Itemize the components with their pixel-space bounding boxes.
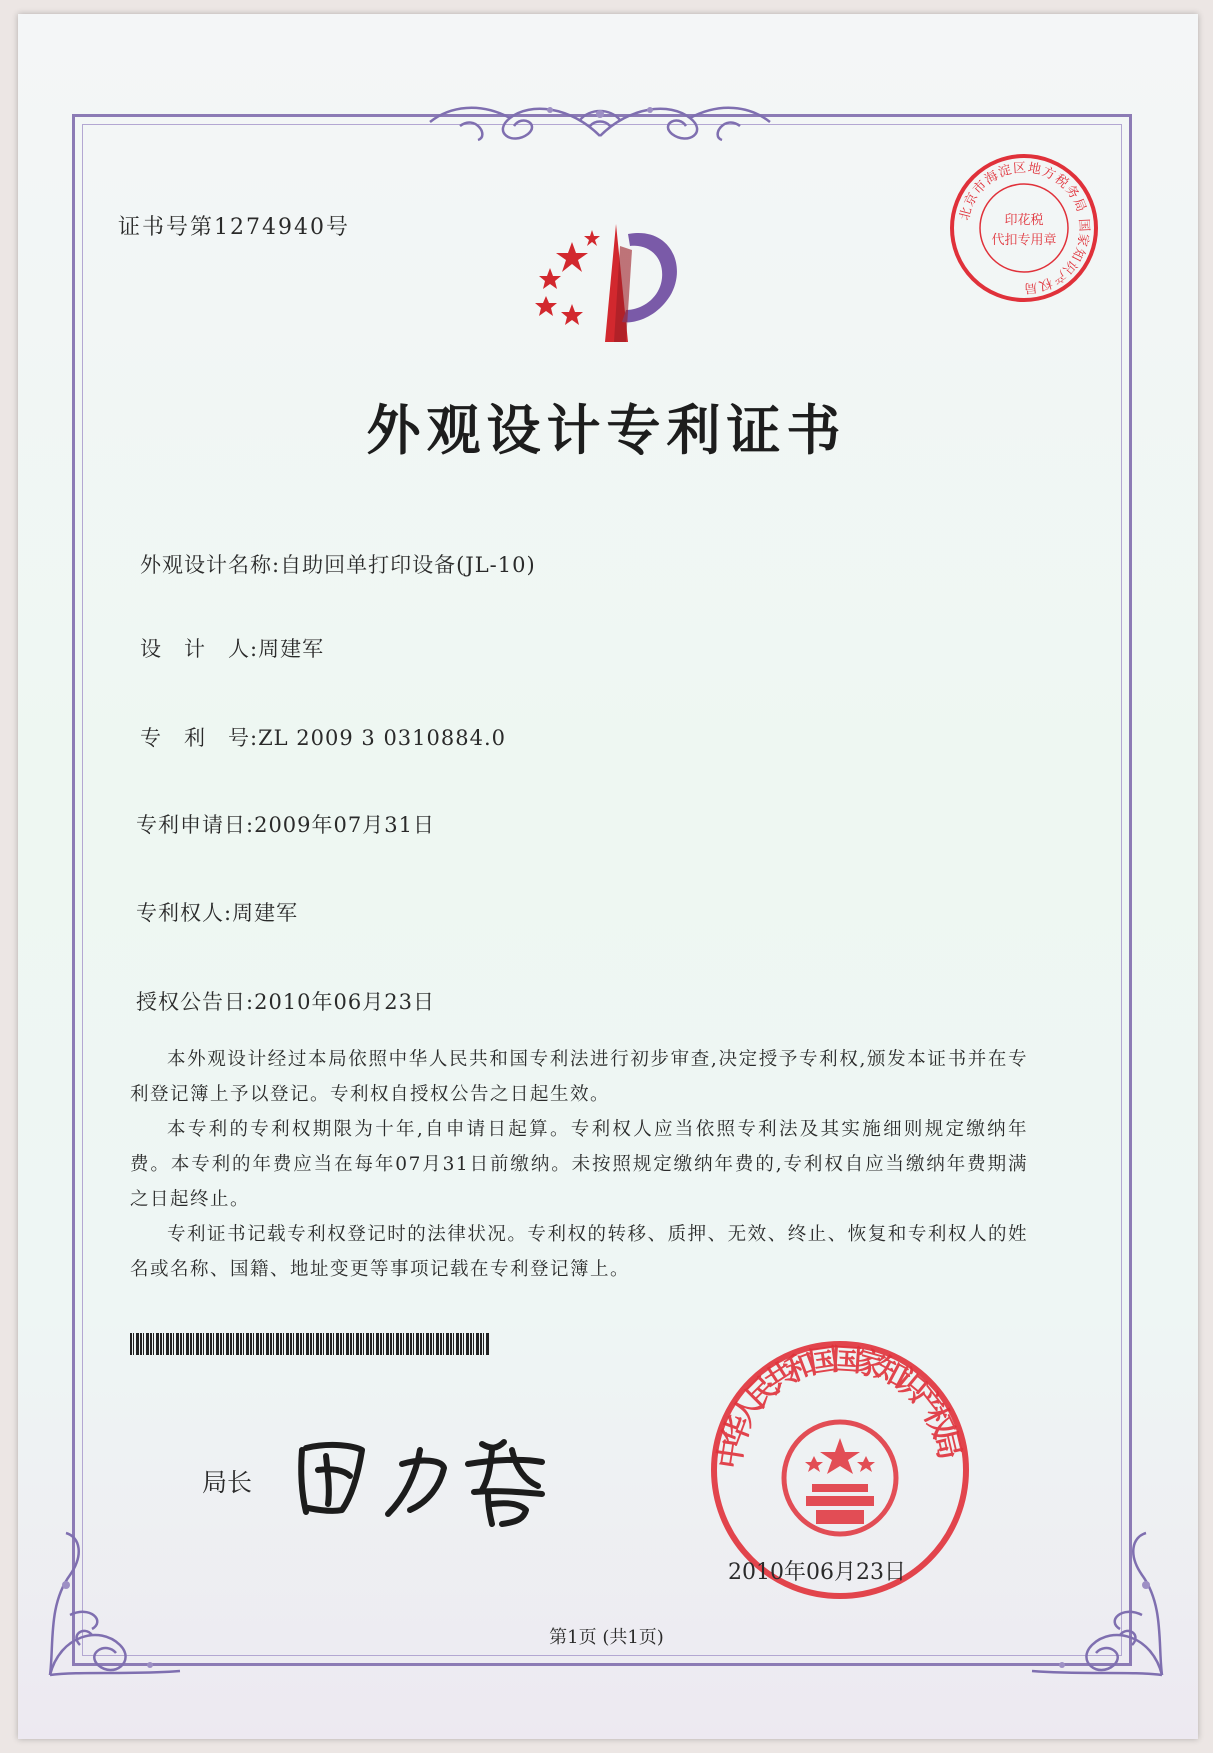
designer-value: 周建军: [258, 637, 325, 661]
designer-row: [140, 633, 324, 663]
patent-number-label: 专 利 号:: [140, 726, 259, 750]
stamp-duty-seal-icon: [948, 152, 1100, 304]
patentee-label: 专利权人:: [136, 901, 233, 925]
patent-number-value: ZL 2009 3 0310884.0: [258, 726, 507, 750]
application-date-row: [136, 809, 435, 839]
bottom-right-ornament-icon: [1022, 1525, 1172, 1685]
patent-number-row: [140, 722, 506, 752]
design-name-row: [140, 549, 536, 579]
patentee-row: [136, 897, 298, 927]
patentee-value: 周建军: [232, 901, 299, 925]
design-name-label: 外观设计名称:: [140, 553, 281, 577]
grant-date-row: [136, 986, 435, 1016]
page-indicator: 第1页 (共1页): [549, 1627, 664, 1648]
barcode-icon: [130, 1333, 490, 1355]
grant-date-value: 2010年06月23日: [254, 990, 435, 1014]
director-label: 局长: [202, 1468, 253, 1497]
body-paragraph: 本专利的专利权期限为十年,自申请日起算。专利权人应当依照专利法及其实施细则规定缴纳年费。本专利的年费应当在每年07月31日前缴纳。未按照规定缴纳年费的,专利权自应当缴纳年费期满之日起终止。: [130, 1119, 1028, 1210]
document-title: 外观设计专利证书: [366, 399, 847, 462]
bottom-left-ornament-icon: [40, 1525, 190, 1685]
body-paragraph: 专利证书记载专利权登记时的法律状况。专利权的转移、质押、无效、终止、恢复和专利权人的姓名或名称、国籍、地址变更等事项记载在专利登记簿上。: [130, 1224, 1028, 1280]
design-name-value: 自助回单打印设备(JL-10): [280, 553, 536, 577]
application-date-label: 专利申请日:: [136, 813, 255, 837]
certificate-number: 证书号第1274940号: [118, 215, 350, 240]
seal-date: 2010年06月23日: [728, 1560, 906, 1585]
body-paragraph: 本外观设计经过本局依照中华人民共和国专利法进行初步审查,决定授予专利权,颁发本证书并在专利登记簿上予以登记。专利权自授权公告之日起生效。: [130, 1049, 1028, 1105]
top-ornament-icon: [420, 96, 780, 148]
small-seal-ring-text: 北京市海淀区地方税务局 国家知识产权局: [957, 160, 1092, 296]
director-signature-icon: [292, 1420, 562, 1530]
certificate-body: [130, 1042, 1028, 1287]
small-seal-center-line1: 印花税: [1004, 213, 1044, 228]
big-seal-ring-text: 中华人民共和国国家知识产权局: [712, 1342, 967, 1472]
designer-label: 设 计 人:: [140, 637, 259, 661]
small-seal-center-line2: 代扣专用章: [991, 233, 1057, 248]
application-date-value: 2009年07月31日: [254, 813, 435, 837]
patent-office-logo-icon: [510, 206, 690, 346]
grant-date-label: 授权公告日:: [136, 990, 255, 1014]
